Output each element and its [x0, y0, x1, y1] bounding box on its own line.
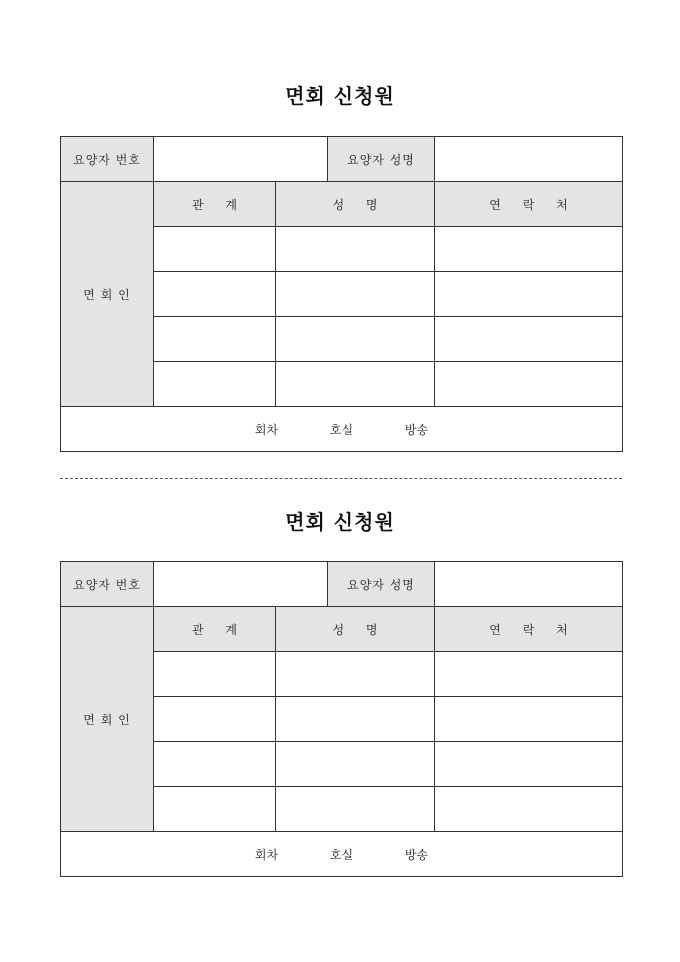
- visitor-name-field[interactable]: [276, 697, 435, 742]
- schedule-footer: [61, 407, 623, 452]
- contact-field[interactable]: [435, 317, 623, 362]
- resident-number-field[interactable]: [154, 562, 328, 607]
- relationship-field[interactable]: [154, 697, 276, 742]
- room-label: 호실: [329, 422, 354, 437]
- visitor-name-field[interactable]: [276, 272, 435, 317]
- broadcast-label: 방송: [404, 847, 429, 862]
- cut-line-divider: [60, 478, 622, 479]
- footer-row: [61, 832, 623, 877]
- relationship-field[interactable]: [154, 227, 276, 272]
- contact-header: 연 락 처: [435, 182, 623, 227]
- room-label: 호실: [329, 847, 354, 862]
- visitor-label: 면 회 인: [61, 182, 154, 407]
- visit-application-form: [60, 561, 622, 877]
- visit-form-table: [60, 136, 623, 452]
- contact-field[interactable]: [435, 697, 623, 742]
- contact-field[interactable]: [435, 362, 623, 407]
- visitor-label: 면 회 인: [61, 607, 154, 832]
- form-title: 면회 신청원: [285, 84, 395, 108]
- relationship-header: 관 계: [154, 607, 276, 652]
- resident-info-row: [61, 137, 623, 182]
- relationship-field[interactable]: [154, 272, 276, 317]
- contact-header: 연 락 처: [435, 607, 623, 652]
- broadcast-label: 방송: [404, 422, 429, 437]
- contact-field[interactable]: [435, 787, 623, 832]
- visitor-name-field[interactable]: [276, 362, 435, 407]
- resident-name-field[interactable]: [435, 137, 623, 182]
- contact-field[interactable]: [435, 272, 623, 317]
- contact-field[interactable]: [435, 227, 623, 272]
- relationship-field[interactable]: [154, 362, 276, 407]
- visitor-header-row: [61, 182, 623, 227]
- form-title: 면회 신청원: [285, 510, 395, 534]
- resident-number-label: 요양자 번호: [61, 562, 154, 607]
- visitor-name-field[interactable]: [276, 787, 435, 832]
- footer-row: [61, 407, 623, 452]
- relationship-field[interactable]: [154, 787, 276, 832]
- round-label: 회차: [254, 847, 279, 862]
- resident-name-label: 요양자 성명: [328, 137, 435, 182]
- visitor-name-field[interactable]: [276, 742, 435, 787]
- resident-info-row: [61, 562, 623, 607]
- resident-name-field[interactable]: [435, 562, 623, 607]
- relationship-field[interactable]: [154, 652, 276, 697]
- name-header: 성 명: [276, 182, 435, 227]
- relationship-field[interactable]: [154, 742, 276, 787]
- round-label: 회차: [254, 422, 279, 437]
- name-header: 성 명: [276, 607, 435, 652]
- contact-field[interactable]: [435, 742, 623, 787]
- relationship-field[interactable]: [154, 317, 276, 362]
- resident-number-label: 요양자 번호: [61, 137, 154, 182]
- visit-application-form: [60, 136, 622, 452]
- visit-form-table: [60, 561, 623, 877]
- visitor-name-field[interactable]: [276, 652, 435, 697]
- visitor-header-row: [61, 607, 623, 652]
- resident-name-label: 요양자 성명: [328, 562, 435, 607]
- schedule-footer: [61, 832, 623, 877]
- visitor-name-field[interactable]: [276, 317, 435, 362]
- relationship-header: 관 계: [154, 182, 276, 227]
- visitor-name-field[interactable]: [276, 227, 435, 272]
- resident-number-field[interactable]: [154, 137, 328, 182]
- contact-field[interactable]: [435, 652, 623, 697]
